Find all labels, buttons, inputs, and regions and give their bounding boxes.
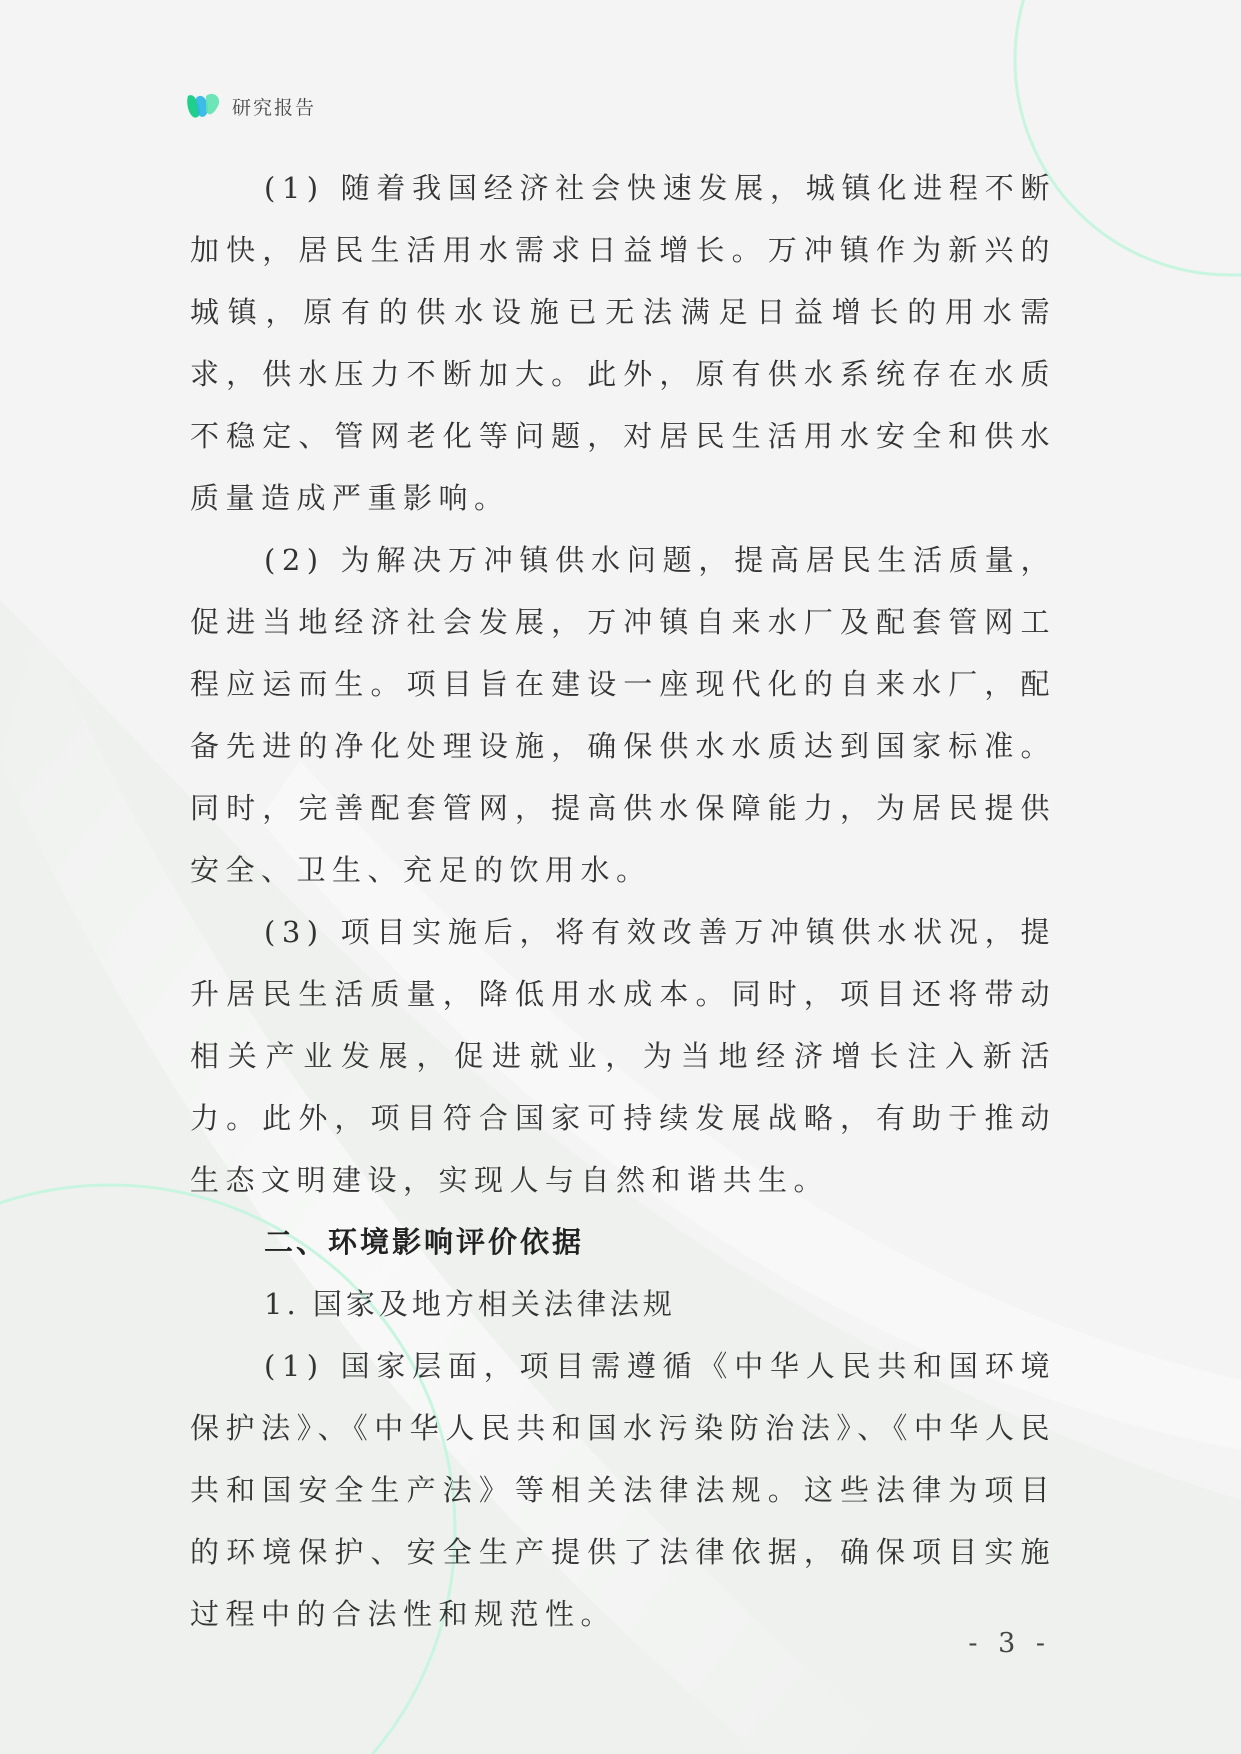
paragraph-2: (2) 为解决万冲镇供水问题，提高居民生活质量，促进当地经济社会发展，万冲镇自来水厂及配套管网工程应运而生。项目旨在建设一座现代化的自来水厂，配备先进的净化处理设施，确保供水水质达到国家标准。同时，完善配套管网，提高供水保障能力，为居民提供安全、卫生、充足的饮用水。 [190, 543, 1056, 887]
header-title: 研究报告 [232, 96, 317, 119]
paragraph-law: (1) 国家层面，项目需遵循《中华人民共和国环境保护法》、《中华人民共和国水污染防治法》、《中华人民共和国安全生产法》等相关法律法规。这些法律为项目的环境保护、安全生产提供了法律依据，确保项目实施过程中的合法性和规范性。 [190, 1349, 1056, 1631]
paragraph-1: (1) 随着我国经济社会快速发展，城镇化进程不断加快，居民生活用水需求日益增长。万冲镇作为新兴的城镇，原有的供水设施已无法满足日益增长的用水需求，供水压力不断加大。此外，原有供水系统存在水质不稳定、管网老化等问题，对居民生活用水安全和供水质量造成严重影响。 [190, 171, 1056, 515]
brand-logo-icon [186, 90, 222, 122]
page-number: - 3 - [968, 1628, 1051, 1659]
document-body [190, 157, 1056, 1645]
sub-heading: 1. 国家及地方相关法律法规 [264, 1287, 676, 1321]
paragraph-3: (3) 项目实施后，将有效改善万冲镇供水状况，提升居民生活质量，降低用水成本。同时，项目还将带动相关产业发展，促进就业，为当地经济增长注入新活力。此外，项目符合国家可持续发展战略，有助于推动生态文明建设，实现人与自然和谐共生。 [190, 915, 1056, 1197]
section-heading: 二、环境影响评价依据 [264, 1225, 585, 1259]
page-header [186, 88, 316, 124]
